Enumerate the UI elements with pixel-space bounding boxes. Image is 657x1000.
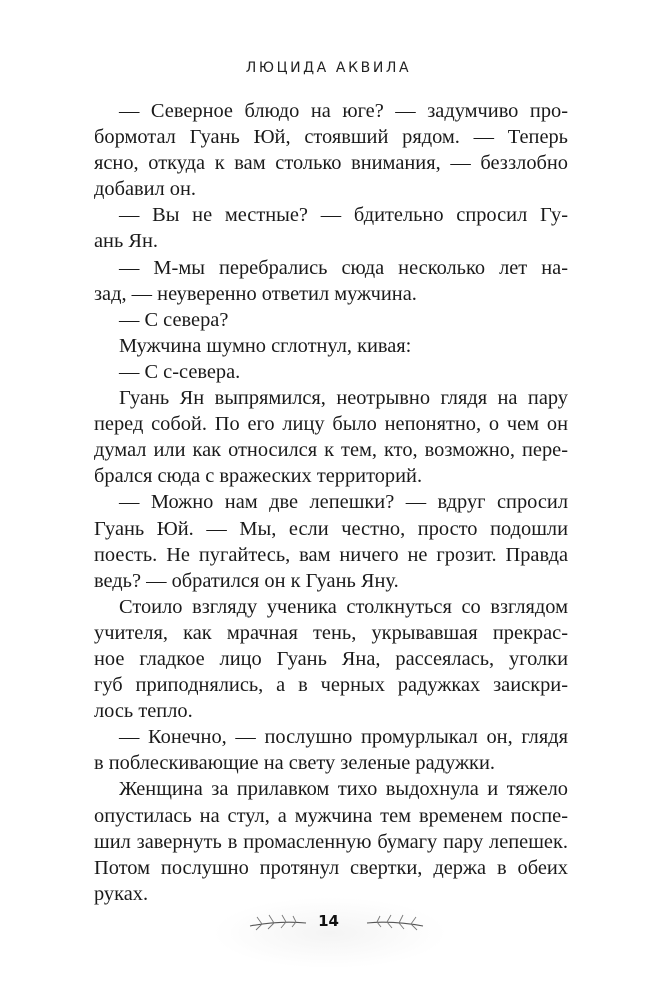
text-line: Гуань Ян выпрямился, неотрывно глядя на пару bbox=[119, 387, 568, 410]
text-line: добавил он. bbox=[94, 178, 197, 201]
text-line: — С с-севера. bbox=[119, 360, 241, 383]
text-line: — Вы не местные? — бдительно спросил Гу- bbox=[119, 204, 568, 227]
text-line: — М-мы перебрались сюда несколько лет на- bbox=[119, 256, 568, 279]
text-line: — Можно нам две лепешки? — вдруг спросил bbox=[119, 491, 568, 514]
text-line: поесть. Не пугайтесь, вам ничего не грозит. Правда bbox=[94, 543, 568, 566]
text-line: в поблескивающие на свету зеленые радужки. bbox=[94, 752, 495, 775]
text-line: руках. bbox=[94, 882, 149, 905]
text-line: ведь? — обратился он к Гуань Яну. bbox=[94, 569, 399, 592]
text-line: шил завернуть в промасленную бумагу пару лепешек. bbox=[94, 830, 568, 853]
page-body bbox=[94, 98, 568, 907]
text-line: ясно, откуда к вам столько внимания, — беззлобно bbox=[94, 152, 568, 175]
text-line: ань Ян. bbox=[94, 230, 158, 253]
running-head-title: ЛЮЦИДА АКВИЛА bbox=[245, 60, 412, 76]
text-line: учителя, как мрачная тень, укрывавшая прекрас- bbox=[94, 621, 568, 644]
text-line: зад, — неуверенно ответил мужчина. bbox=[94, 282, 417, 305]
text-line: бормотал Гуань Юй, стоявший рядом. — Теперь bbox=[94, 126, 568, 149]
page-number: 14 bbox=[318, 912, 339, 930]
leaf-sprig-icon bbox=[365, 912, 425, 934]
text-line: Женщина за прилавком тихо выдохнула и тяжело bbox=[119, 778, 568, 801]
text-line: Потом послушно протянул свертки, держа в обеих bbox=[94, 856, 568, 879]
text-line: Стоило взгляду ученика столкнуться со взглядом bbox=[119, 595, 568, 618]
text-line: опустилась на стул, а мужчина тем временем поспе- bbox=[94, 804, 568, 827]
text-line: — Конечно, — послушно промурлыкал он, глядя bbox=[119, 726, 568, 749]
text-line: — Северное блюдо на юге? — задумчиво про- bbox=[119, 100, 568, 122]
text-line: брался сюда с вражеских территорий. bbox=[94, 465, 423, 488]
text-line: лось тепло. bbox=[94, 700, 193, 723]
text-line: губ приподнялись, а в черных радужках заискри- bbox=[94, 674, 568, 697]
text-line: Мужчина шумно сглотнул, кивая: bbox=[119, 334, 412, 357]
text-line: — С севера? bbox=[119, 308, 229, 331]
text-line: перед собой. По его лицу было непонятно, о чем он bbox=[94, 413, 568, 436]
text-line: думал или как относился к тем, кто, возможно, пере- bbox=[94, 439, 568, 462]
text-line: ное гладкое лицо Гуань Яна, рассеялась, уголки bbox=[94, 647, 568, 670]
page-footer bbox=[0, 898, 657, 968]
text-line: Гуань Юй. — Мы, если честно, просто подошли bbox=[94, 517, 568, 540]
